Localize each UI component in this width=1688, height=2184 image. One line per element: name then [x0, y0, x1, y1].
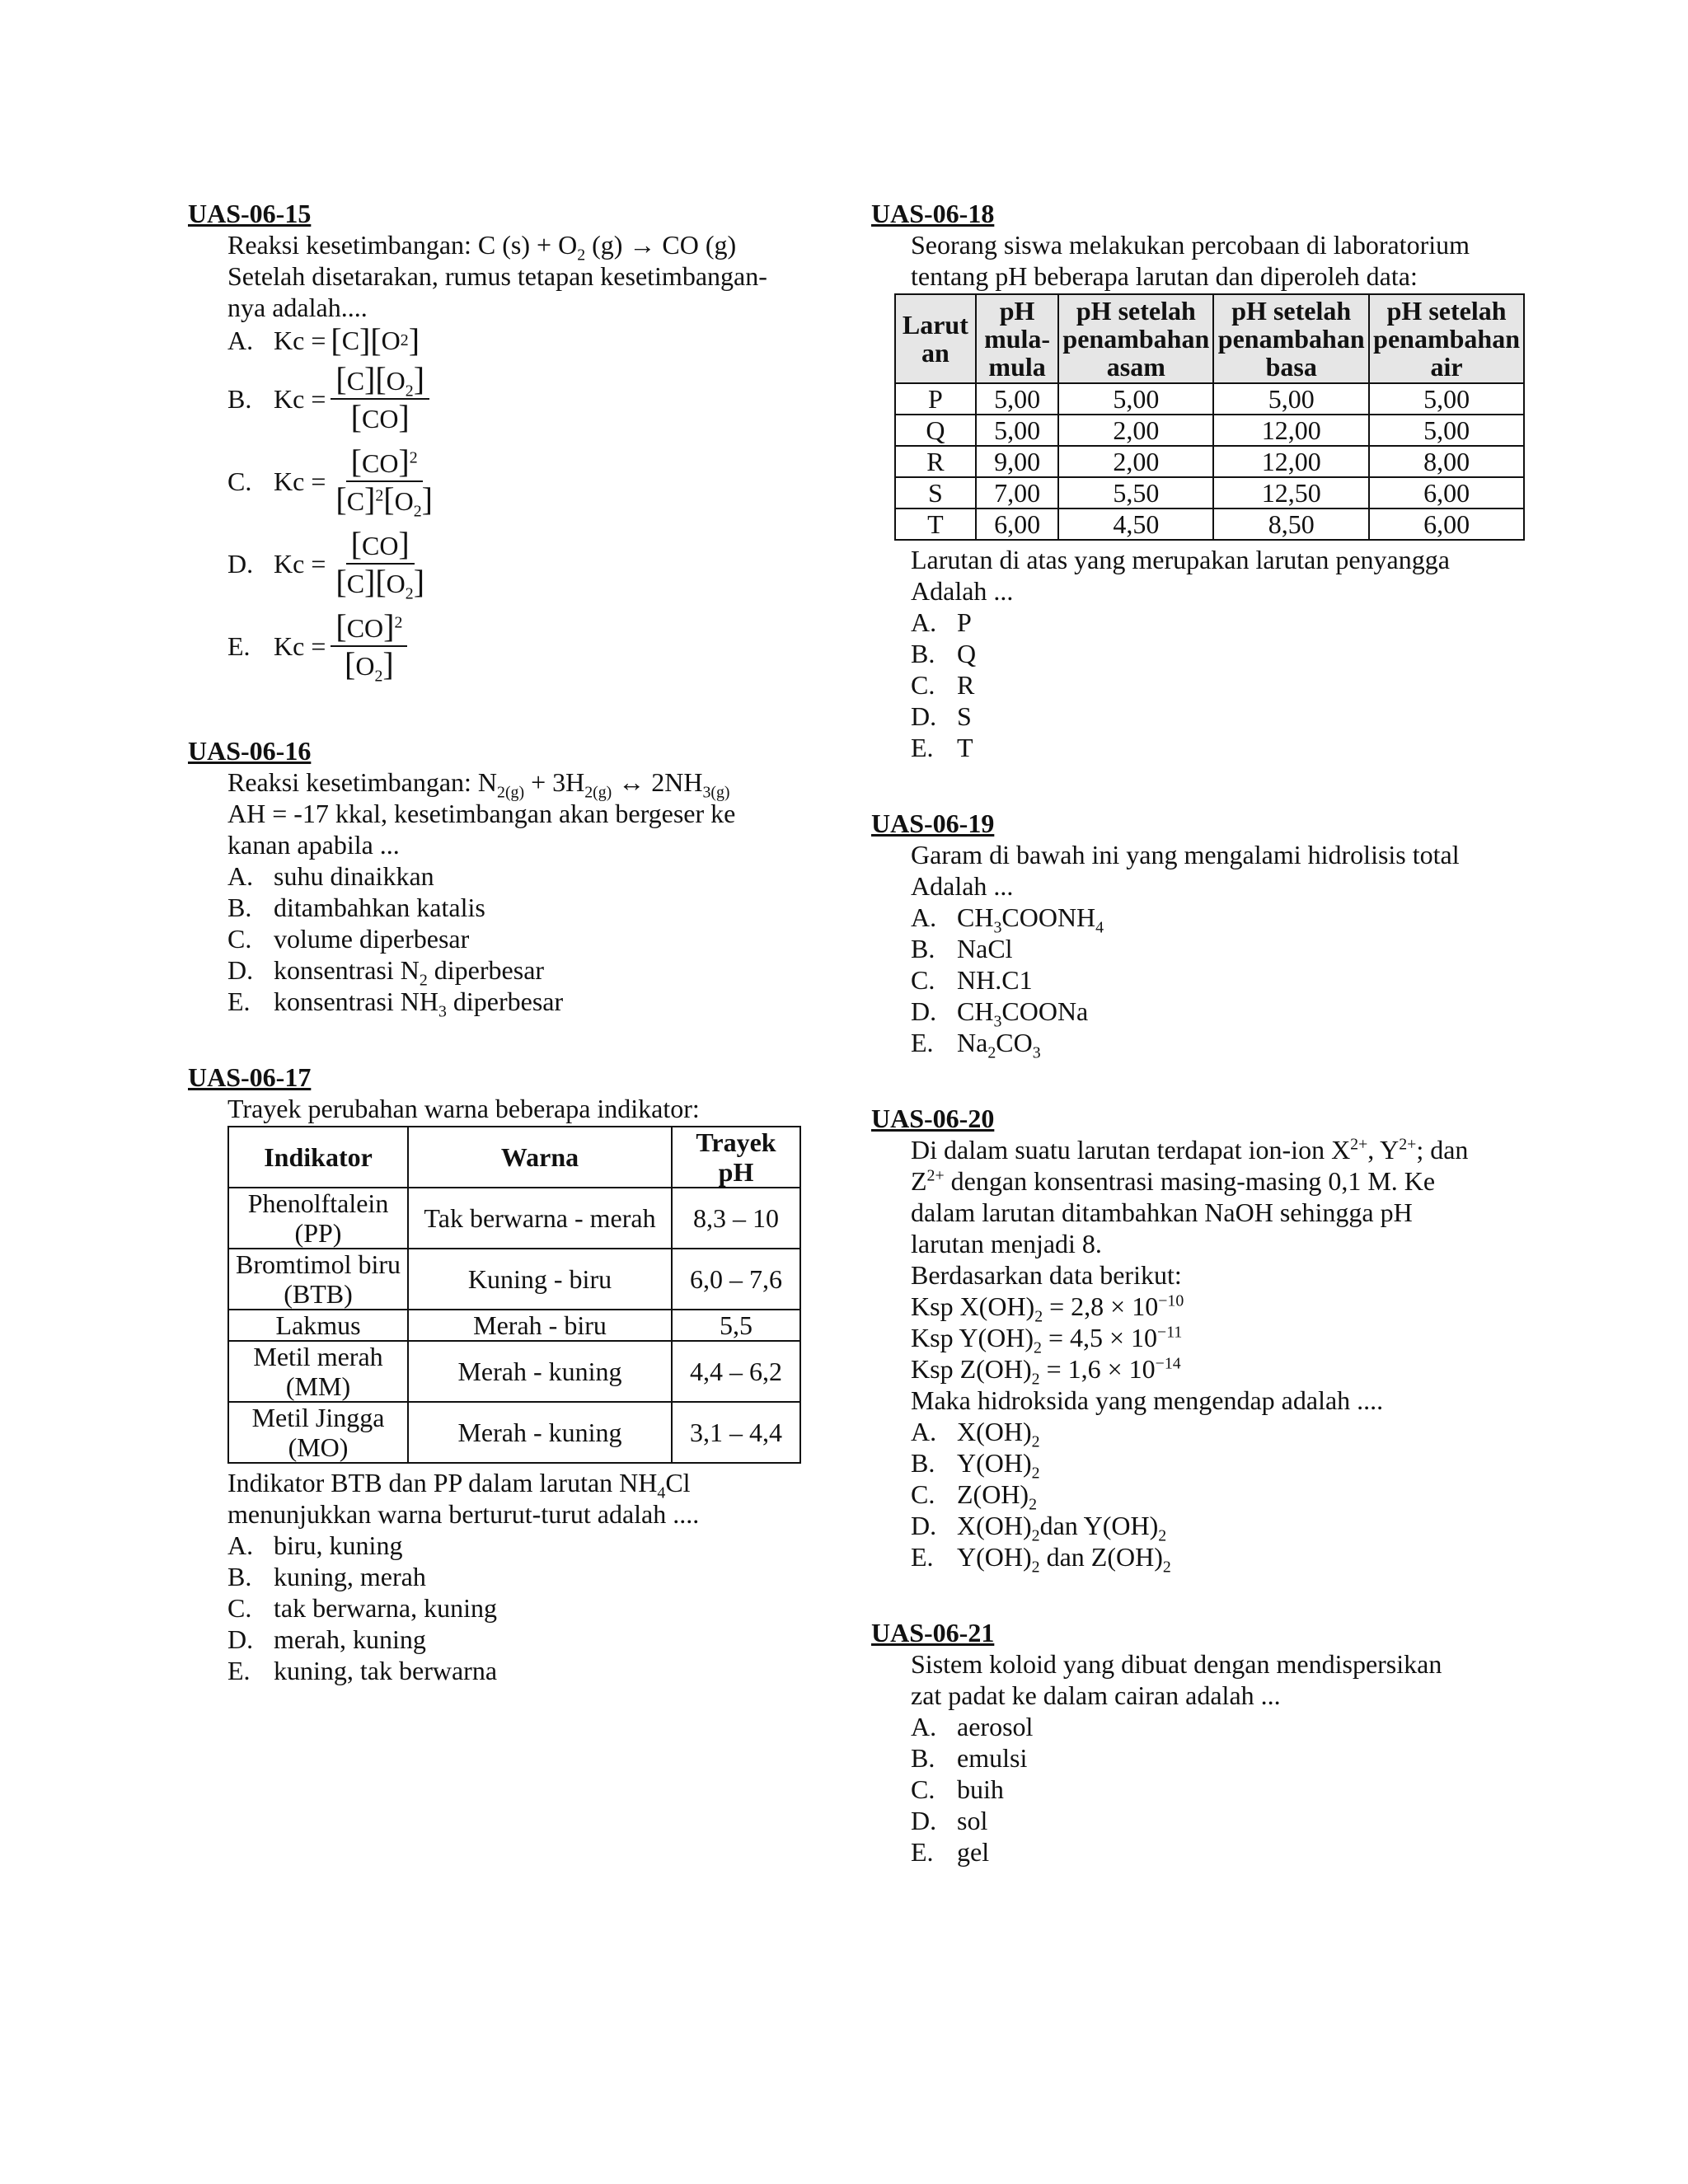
formula: Kc = $\frac{[C][O_2]}{[CO]}$: [274, 363, 429, 434]
table-cell: Merah - kuning: [408, 1402, 672, 1463]
option-e[interactable]: E. $Y(OH)_2$ dan $Z(OH)_2$: [911, 1542, 1171, 1577]
question-text: Larutan di atas yang merupakan larutan penyangga: [911, 545, 1450, 574]
option-c[interactable]: C. tak berwarna, kuning: [227, 1593, 498, 1623]
table-header: pH setelah penambahan asam: [1058, 294, 1213, 383]
table-cell: Bromtimol biru (BTB): [228, 1249, 408, 1310]
option-c[interactable]: C. $Z(OH)_2$: [911, 1479, 1037, 1514]
question-text: Garam di bawah ini yang mengalami hidrolisis total: [911, 840, 1460, 869]
question-21: [871, 1617, 1531, 1868]
question-text: menunjukkan warna berturut-turut adalah ....: [227, 1499, 700, 1529]
table-cell: Phenolftalein (PP): [228, 1188, 408, 1249]
question-text: Di dalam suatu larutan terdapat ion-ion $X^{2+}$, $Y^{2+}$; dan: [911, 1135, 1469, 1165]
option-a[interactable]: [227, 323, 831, 358]
table-cell: Tak berwarna - merah: [408, 1188, 672, 1249]
table-cell: Kuning - biru: [408, 1249, 672, 1310]
option-d[interactable]: [227, 523, 831, 605]
table-header-row: [228, 1127, 800, 1188]
ksp-line: Ksp $Y(OH)_2 = 4,5 \times 10^{-11}$: [911, 1323, 1183, 1357]
table-cell: 8,3 – 10: [672, 1188, 800, 1249]
question-text: Sistem koloid yang dibuat dengan mendispersikan: [911, 1649, 1442, 1679]
question-text: Seorang siswa melakukan percobaan di laboratorium: [911, 230, 1470, 260]
table-cell: 6,0 – 7,6: [672, 1249, 800, 1310]
option-e[interactable]: E. T: [911, 733, 973, 762]
table-cell: 5,00: [1369, 383, 1524, 415]
question-title: UAS-06-16: [188, 736, 312, 766]
option-c[interactable]: C. buih: [911, 1774, 1004, 1804]
table-cell: T: [895, 509, 976, 540]
option-b[interactable]: B. Q: [911, 639, 977, 668]
option-d[interactable]: D. merah, kuning: [227, 1624, 426, 1654]
table-cell: 3,1 – 4,4: [672, 1402, 800, 1463]
option-label: E.: [227, 631, 251, 661]
option-a[interactable]: A. $CH_3COONH_4$: [911, 902, 1104, 937]
table-cell: 6,00: [1369, 509, 1524, 540]
formula: Kc = $\frac{[CO]^2}{[C]^2[O_2]}$: [274, 443, 433, 521]
option-label: D.: [227, 549, 254, 579]
option-d[interactable]: D. S: [911, 701, 972, 731]
indicator-table: [227, 1126, 801, 1464]
left-column: [188, 198, 831, 1731]
option-b[interactable]: [227, 358, 831, 440]
table-cell: 4,50: [1058, 509, 1213, 540]
question-title: UAS-06-18: [871, 199, 995, 228]
table-row: [895, 477, 1524, 509]
question-body: [227, 229, 831, 687]
table-cell: Q: [895, 415, 976, 446]
option-b[interactable]: B. NaCl: [911, 934, 1013, 963]
question-text: nya adalah....: [227, 293, 368, 322]
table-cell: R: [895, 446, 976, 477]
option-e[interactable]: E. gel: [911, 1837, 990, 1867]
table-cell: Merah - biru: [408, 1310, 672, 1341]
table-cell: 2,00: [1058, 415, 1213, 446]
table-header: Indikator: [228, 1127, 408, 1188]
question-body: [227, 766, 831, 1021]
table-cell: 12,00: [1213, 446, 1369, 477]
table-cell: 9,00: [976, 446, 1059, 477]
table-cell: 5,00: [1369, 415, 1524, 446]
option-e[interactable]: E. konsentrasi $NH_3$ diperbesar: [227, 987, 564, 1021]
option-label: C.: [227, 466, 252, 496]
table-header: pH setelah penambahan air: [1369, 294, 1524, 383]
option-b[interactable]: B. ditambahkan katalis: [227, 893, 485, 922]
table-row: [228, 1402, 800, 1463]
option-a[interactable]: A. $X(OH)_2$: [911, 1417, 1040, 1451]
question-text: AH = -17 kkal, kesetimbangan akan bergeser ke: [227, 799, 736, 828]
option-c[interactable]: C. NH.C1: [911, 965, 1033, 995]
question-text: Reaksi kesetimbangan: $N_{2(g)} + 3H_{2(g)}$ ↔ $2NH_{3(g)}$: [227, 767, 730, 802]
option-b[interactable]: B. $Y(OH)_2$: [911, 1448, 1040, 1483]
option-d[interactable]: D. konsentrasi $N_2$ diperbesar: [227, 955, 545, 990]
table-cell: Lakmus: [228, 1310, 408, 1341]
question-text: kanan apabila ...: [227, 830, 400, 860]
table-cell: Metil Jingga (MO): [228, 1402, 408, 1463]
question-16: [188, 735, 831, 1021]
table-cell: Merah - kuning: [408, 1341, 672, 1402]
option-c[interactable]: [227, 440, 831, 523]
option-d[interactable]: D. sol: [911, 1806, 988, 1835]
question-title: UAS-06-20: [871, 1104, 995, 1133]
table-cell: 2,00: [1058, 446, 1213, 477]
table-cell: 5,00: [976, 415, 1059, 446]
question-body: [911, 1134, 1531, 1577]
ph-table: [894, 293, 1525, 541]
question-title: UAS-06-15: [188, 199, 312, 228]
question-text: Reaksi kesetimbangan: C $(s) + O_2$ (g) → CO (g): [227, 230, 737, 265]
table-cell: 12,50: [1213, 477, 1369, 509]
question-title: UAS-06-19: [871, 808, 995, 838]
question-title: UAS-06-21: [871, 1618, 995, 1647]
question-text: tentang pH beberapa larutan dan diperoleh data:: [911, 261, 1418, 291]
formula: Kc = $\frac{[CO]}{[C][O_2]}$: [274, 525, 425, 603]
table-cell: 4,4 – 6,2: [672, 1341, 800, 1402]
table-cell: P: [895, 383, 976, 415]
right-column: [871, 198, 1531, 1912]
table-cell: 5,00: [1213, 383, 1369, 415]
question-text: Trayek perubahan warna beberapa indikator:: [227, 1094, 700, 1123]
question-text: $Z^{2+}$ dengan konsentrasi masing-masing 0,1 M. Ke: [911, 1166, 1436, 1196]
table-cell: 5,50: [1058, 477, 1213, 509]
option-b[interactable]: B. kuning, merah: [227, 1562, 426, 1591]
table-row: [895, 383, 1524, 415]
table-row: [228, 1249, 800, 1310]
question-text: Adalah ...: [911, 871, 1014, 901]
table-row: [228, 1310, 800, 1341]
table-row: [228, 1341, 800, 1402]
table-cell: 7,00: [976, 477, 1059, 509]
table-header: pH mula- mula: [976, 294, 1059, 383]
option-d[interactable]: D. $CH_3COONa$: [911, 996, 1089, 1031]
question-text: dalam larutan ditambahkan NaOH sehingga pH: [911, 1197, 1413, 1227]
question-body: [227, 1093, 831, 1686]
formula: Kc = [ C ][ O 2 ]: [274, 321, 420, 359]
option-c[interactable]: C. R: [911, 670, 975, 700]
question-text: Berdasarkan data berikut:: [911, 1260, 1182, 1290]
question-18: [871, 198, 1531, 763]
question-text: Adalah ...: [911, 576, 1014, 606]
table-header: Warna: [408, 1127, 672, 1188]
table-row: [895, 446, 1524, 477]
option-d[interactable]: D. $X(OH)_2dan$ $Y(OH)_2$: [911, 1511, 1167, 1545]
option-e[interactable]: E. $Na_2CO_3$: [911, 1028, 1041, 1062]
table-cell: 8,50: [1213, 509, 1369, 540]
table-cell: 12,00: [1213, 415, 1369, 446]
question-17: [188, 1062, 831, 1686]
table-cell: 8,00: [1369, 446, 1524, 477]
question-20: [871, 1103, 1531, 1577]
table-cell: S: [895, 477, 976, 509]
option-a[interactable]: A. biru, kuning: [227, 1530, 403, 1560]
question-text: Maka hidroksida yang mengendap adalah ....: [911, 1385, 1384, 1415]
option-e[interactable]: E. kuning, tak berwarna: [227, 1656, 498, 1685]
table-cell: 6,00: [1369, 477, 1524, 509]
table-cell: Metil merah (MM): [228, 1341, 408, 1402]
question-text: Indikator BTB dan PP dalam larutan $NH_4Cl$: [227, 1468, 691, 1502]
option-e[interactable]: [227, 605, 831, 687]
question-text: zat padat ke dalam cairan adalah ...: [911, 1680, 1281, 1710]
table-cell: 5,00: [1058, 383, 1213, 415]
question-19: [871, 808, 1531, 1062]
table-header: Trayek pH: [672, 1127, 800, 1188]
question-title: UAS-06-17: [188, 1062, 312, 1092]
option-b[interactable]: B. emulsi: [911, 1743, 1028, 1773]
table-cell: 5,5: [672, 1310, 800, 1341]
option-a[interactable]: A. suhu dinaikkan: [227, 861, 434, 891]
question-body: [911, 839, 1531, 1062]
option-label: A.: [227, 326, 254, 355]
table-header: Larut an: [895, 294, 976, 383]
table-cell: 5,00: [976, 383, 1059, 415]
ksp-line: Ksp $Z(OH)_2 = 1,6 \times 10^{-14}$: [911, 1354, 1181, 1389]
ksp-line: Ksp $X(OH)_2 = 2,8 \times 10^{-10}$: [911, 1291, 1184, 1326]
question-body: [902, 229, 1531, 763]
question-15: [188, 198, 831, 687]
table-cell: 6,00: [976, 509, 1059, 540]
question-text: Setelah disetarakan, rumus tetapan kesetimbangan-: [227, 261, 767, 291]
option-a[interactable]: A. P: [911, 607, 972, 637]
table-header: pH setelah penambahan basa: [1213, 294, 1369, 383]
option-a[interactable]: A. aerosol: [911, 1712, 1034, 1741]
question-text: larutan menjadi 8.: [911, 1229, 1102, 1258]
table-row: [895, 415, 1524, 446]
question-body: [911, 1648, 1531, 1868]
option-label: B.: [227, 384, 252, 414]
table-row: [228, 1188, 800, 1249]
option-c[interactable]: C. volume diperbesar: [227, 924, 470, 954]
table-row: [895, 509, 1524, 540]
formula: Kc = $\frac{[CO]^2}{[O_2]}$: [274, 611, 407, 682]
table-header-row: [895, 294, 1524, 383]
